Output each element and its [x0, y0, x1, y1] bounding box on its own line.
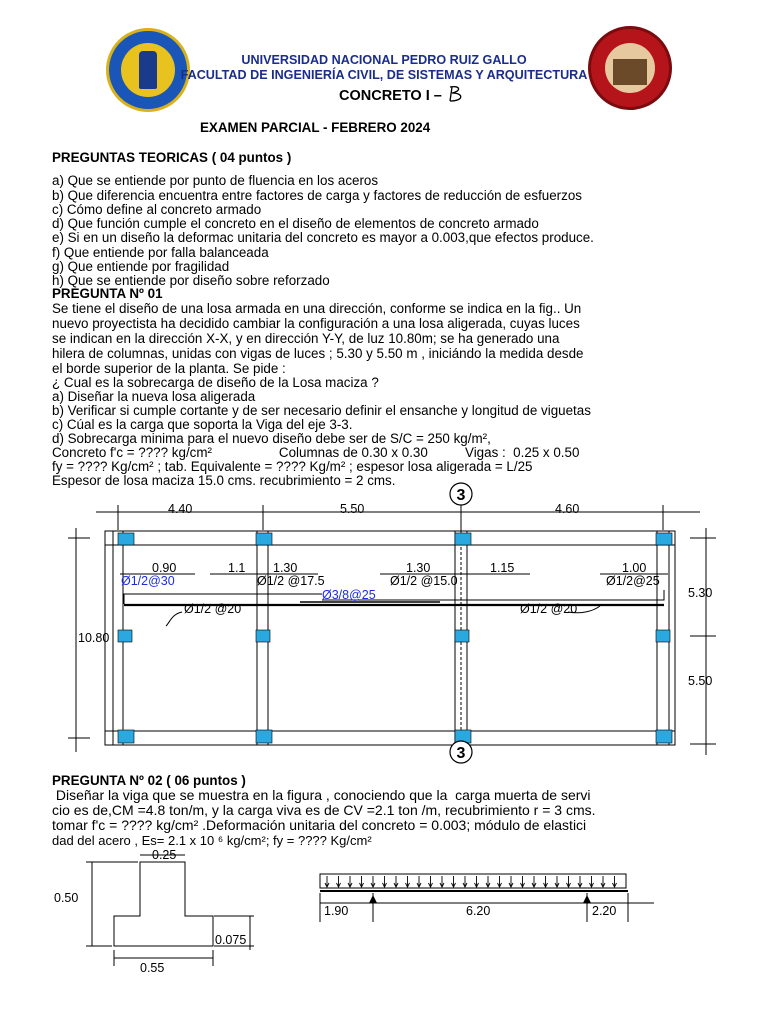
top-bar-label: Ø1/2 @17.5 — [257, 574, 325, 588]
bottom-bar-label: Ø1/2 @20 — [184, 602, 242, 616]
question-1-line: Concreto f'c = ???? kg/cm² Columnas de 0.30 x 0.30 Vigas : 0.25 x 0.50 — [52, 445, 580, 460]
section-height: 0.50 — [54, 891, 79, 905]
bar-length: 1.1 — [228, 561, 246, 575]
exam-title: EXAMEN PARCIAL - FEBRERO 2024 — [200, 120, 431, 135]
question-1-line: Se tiene el diseño de una losa armada en una dirección, conforme se indica en la fig.. Un — [52, 301, 582, 316]
theory-item: b) Que diferencia encuentra entre factores de carga y factores de reducción de esfuerzos — [52, 188, 582, 203]
top-bar-label: Ø1/2@25 — [606, 574, 660, 588]
slab-floor-plan — [0, 480, 768, 770]
span-y-1: 5.30 — [688, 586, 713, 600]
beam-span: 1.90 — [324, 904, 349, 918]
handwritten-b-mark — [446, 85, 468, 103]
top-bar-label: Ø1/2 @15.0 — [390, 574, 458, 588]
question-1-line: fy = ???? Kg/cm² ; tab. Equivalente = ???? Kg/m² ; espesor losa aligerada = L/25 — [52, 459, 533, 474]
theory-item: g) Que entiende por fragilidad — [52, 259, 230, 274]
bar-length: 1.30 — [273, 561, 298, 575]
question-1-line: el borde superior de la planta. Se pide : — [52, 361, 286, 376]
theory-item: a) Que se entiende por punto de fluencia en los aceros — [52, 173, 379, 188]
question-1-line: d) Sobrecarga minima para el nuevo diseño debe ser de S/C = 250 kg/m², — [52, 431, 491, 446]
question-1-line: nuevo proyectista ha decidido cambiar la configuración a una losa aligerada, cuyas luces — [52, 316, 580, 331]
section-depth: 0.075 — [215, 933, 247, 947]
theory-item: h) Que se entiende por diseño sobre reforzado — [52, 273, 330, 288]
question-2-heading: PREGUNTA Nº 02 ( 06 puntos ) — [52, 773, 246, 788]
beam-span: 2.20 — [592, 904, 617, 918]
loaded-beam-diagram — [300, 860, 680, 930]
axis-label-top: 3 — [456, 487, 466, 504]
span-x-2: 5.50 — [340, 502, 365, 516]
top-bar-label: Ø1/2@30 — [121, 574, 175, 588]
question-1-heading: PREGUNTA Nº 01 — [52, 286, 163, 301]
question-2-line: Diseñar la viga que se muestra en la figura , conociendo que la carga muerta de servi — [52, 787, 591, 803]
span-x-3: 4.60 — [555, 502, 580, 516]
span-y-total: 10.80 — [78, 631, 110, 645]
section-flange-width: 0.25 — [152, 848, 177, 862]
course-name: CONCRETO I – — [339, 88, 442, 104]
question-1-line: ¿ Cual es la sobrecarga de diseño de la Losa maciza ? — [52, 375, 379, 390]
question-1-line: c) Cúal es la carga que soporta la Viga del eje 3-3. — [52, 417, 353, 432]
course-title — [339, 85, 468, 104]
theory-item: d) Que función cumple el concreto en el diseño de elementos de concreto armado — [52, 216, 539, 231]
question-2-line: tomar f'c = ???? kg/cm² .Deformación unitaria del concreto = 0.003; módulo de elastici — [52, 817, 587, 833]
temperature-bar-label: Ø3/8@25 — [322, 588, 376, 602]
university-name: UNIVERSIDAD NACIONAL PEDRO RUIZ GALLO — [241, 53, 527, 67]
theory-item: f) Que entiende por falla balanceada — [52, 245, 269, 260]
span-y-2: 5.50 — [688, 674, 713, 688]
beam-span: 6.20 — [466, 904, 491, 918]
bar-length: 1.30 — [406, 561, 431, 575]
bar-length: 0.90 — [152, 561, 177, 575]
theory-item: e) Si en un diseño la deformac unitaria del concreto es mayor a 0.003,que efectos produce. — [52, 230, 594, 245]
question-1-line: b) Verificar si cumple cortante y de ser necesario definir el ensanche y longitud de viguetas — [52, 403, 591, 418]
question-2-line: cio es de,CM =4.8 ton/m, y la carga viva es de CV =2.1 ton /m, recubrimiento r = 3 cms. — [52, 802, 596, 818]
beam-cross-section — [40, 845, 280, 980]
question-1-line: se indican en la dirección X-X, y en dirección Y-Y, de luz 10.80m; se ha generado una — [52, 331, 560, 346]
bar-length: 1.00 — [622, 561, 647, 575]
faculty-name: FACULTAD DE INGENIERÍA CIVIL, DE SISTEMAS Y ARQUITECTURA — [180, 68, 588, 82]
section-base-width: 0.55 — [140, 961, 165, 975]
bottom-bar-label: Ø1/2 @20 — [520, 602, 578, 616]
theory-item: c) Cómo define al concreto armado — [52, 202, 262, 217]
bar-length: 1.15 — [490, 561, 515, 575]
axis-label-bottom: 3 — [456, 745, 466, 762]
question-2-line: dad del acero , Es= 2.1 x 10 ⁶ kg/cm²; fy = ???? Kg/cm² — [52, 833, 372, 848]
span-x-1: 4.40 — [168, 502, 193, 516]
question-1-line: a) Diseñar la nueva losa aligerada — [52, 389, 256, 404]
question-1-line: hilera de columnas, unidas con vigas de luces ; 5.30 y 5.50 m , iniciándo la medida desde — [52, 346, 584, 361]
question-1-line: Espesor de losa maciza 15.0 cms. recubrimiento = 2 cms. — [52, 473, 396, 488]
theory-heading: PREGUNTAS TEORICAS ( 04 puntos ) — [52, 150, 292, 165]
